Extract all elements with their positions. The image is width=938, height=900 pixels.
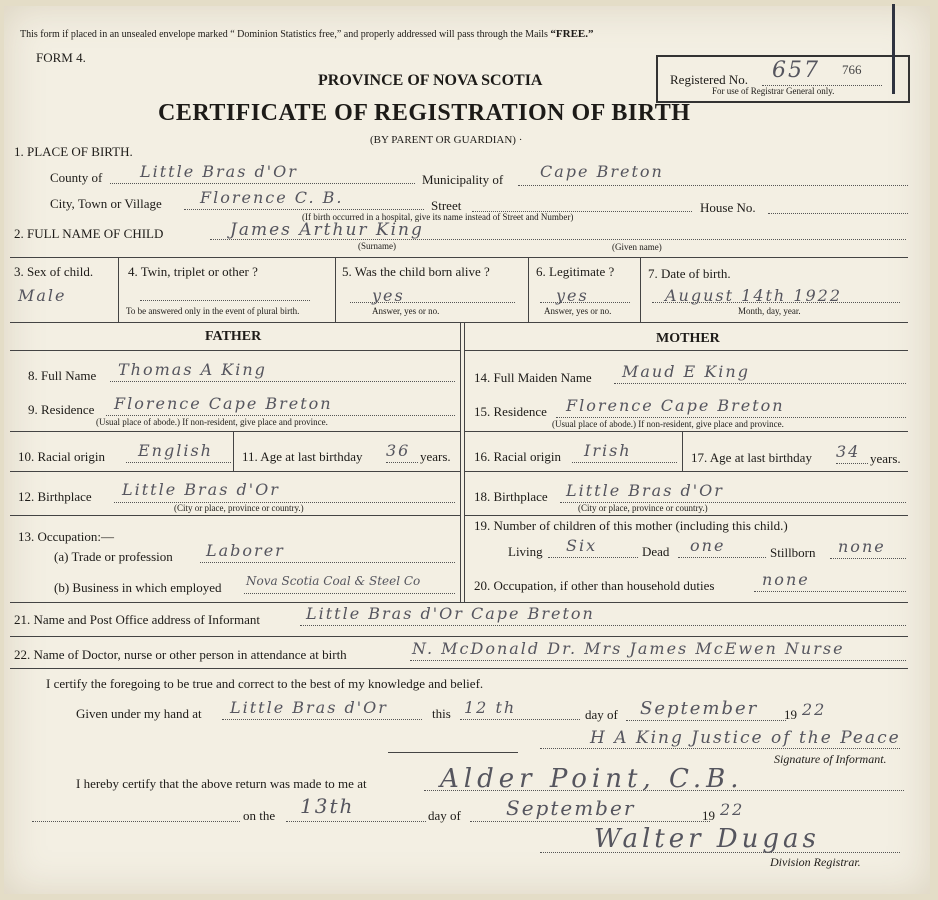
- seal-line: [388, 752, 518, 753]
- mother-age-label: 17. Age at last birthday: [691, 450, 812, 465]
- divider-3-4: [118, 257, 119, 322]
- father-birthplace-label: 12. Birthplace: [18, 489, 92, 504]
- mother-name-value: Maud E King: [622, 362, 750, 381]
- father-racial-value: English: [138, 441, 213, 460]
- mother-racial-value: Irish: [584, 441, 632, 460]
- mother-age-value: 34: [836, 442, 861, 461]
- given-label: Given under my hand at: [76, 706, 202, 721]
- father-racial-divider: [233, 431, 234, 471]
- municipality-line: [518, 185, 908, 186]
- father-years-label: years.: [420, 449, 451, 464]
- divider-4-5: [335, 257, 336, 322]
- house-number-line: [768, 213, 908, 214]
- mother-age-line: [836, 463, 868, 464]
- legitimate-label: 6. Legitimate ?: [536, 264, 615, 279]
- mother-birthplace-value: Little Bras d'Or: [566, 481, 724, 500]
- form-number: FORM 4.: [36, 50, 86, 65]
- registrar-place-value: Alder Point, C.B.: [440, 764, 744, 794]
- registered-stamp: 766: [842, 62, 862, 77]
- given-name-caption: (Given name): [612, 242, 662, 252]
- father-racial-label: 10. Racial origin: [18, 449, 106, 464]
- twin-line: [140, 300, 310, 301]
- mother-racial-line: [572, 462, 677, 463]
- informant-signature: H A King Justice of the Peace: [590, 728, 901, 748]
- on-the-label: on the: [243, 808, 276, 823]
- sex-value: Male: [18, 286, 67, 305]
- sex-label: 3. Sex of child.: [14, 264, 94, 279]
- mother-rule-2: [464, 471, 908, 472]
- date-of-birth-value: August 14th 1922: [665, 286, 843, 305]
- municipality-label: Municipality of: [422, 172, 504, 187]
- father-residence-note: (Usual place of abode.) If non-resident, give place and province.: [96, 417, 328, 427]
- mother-heading: MOTHER: [656, 331, 720, 346]
- mother-occupation-line: [754, 591, 906, 592]
- attendant-rule: [10, 668, 908, 669]
- hospital-note: (If birth occurred in a hospital, give its name instead of Street and Number): [302, 212, 574, 222]
- registrar-only-note: For use of Registrar General only.: [712, 86, 835, 96]
- dead-label: Dead: [642, 544, 670, 559]
- street-label: Street: [431, 198, 462, 213]
- mother-heading-rule: [464, 350, 908, 351]
- column-divider-a: [460, 322, 461, 602]
- columns-bottom-rule: [10, 602, 908, 603]
- occupation-label: 13. Occupation:—: [18, 529, 115, 544]
- registrar-day-value: 13th: [300, 794, 355, 818]
- certify-day-line: [460, 719, 580, 720]
- dead-line: [678, 557, 766, 558]
- registered-label: Registered No.: [670, 72, 748, 87]
- business-value: Nova Scotia Coal & Steel Co: [246, 574, 421, 588]
- certify-day-of-label: day of: [585, 707, 618, 722]
- informant-label: 21. Name and Post Office address of Informant: [14, 612, 260, 627]
- mother-years-label: years.: [870, 451, 901, 466]
- mail-notice: [20, 28, 594, 40]
- attendant-label: 22. Name of Doctor, nurse or other person in attendance at birth: [14, 647, 347, 662]
- row-bottom-rule: [10, 322, 908, 323]
- father-residence-label: 9. Residence: [28, 402, 95, 417]
- certify-month-value: September: [640, 698, 759, 719]
- column-divider-b: [464, 322, 465, 602]
- registrar-month-value: September: [506, 796, 636, 820]
- registered-value: 657: [772, 58, 820, 83]
- father-rule-3: [10, 515, 460, 516]
- born-alive-value: yes: [372, 286, 405, 305]
- mother-racial-label: 16. Racial origin: [474, 449, 562, 464]
- province-heading: PROVINCE OF NOVA SCOTIA: [318, 72, 543, 89]
- father-age-line: [386, 462, 418, 463]
- this-label: this: [432, 706, 451, 721]
- date-of-birth-note: Month, day, year.: [738, 306, 801, 316]
- dead-value: one: [690, 536, 726, 555]
- mother-racial-divider: [682, 431, 683, 471]
- trade-label: (a) Trade or profession: [54, 549, 173, 564]
- registrar-signature-line: [540, 852, 900, 853]
- surname-caption: (Surname): [358, 241, 396, 251]
- municipality-value: Cape Breton: [540, 162, 664, 181]
- father-rule-1: [10, 431, 460, 432]
- children-count-label: 19. Number of children of this mother (including this child.): [474, 518, 788, 533]
- divider-5-6: [528, 257, 529, 322]
- given-place-value: Little Bras d'Or: [230, 698, 388, 717]
- father-heading-rule: [10, 350, 460, 351]
- date-of-birth-label: 7. Date of birth.: [648, 266, 731, 281]
- mother-residence-value: Florence Cape Breton: [566, 396, 785, 415]
- certificate-subtitle: (BY PARENT OR GUARDIAN) ·: [370, 134, 523, 146]
- certificate-title: CERTIFICATE OF REGISTRATION OF BIRTH: [158, 100, 691, 126]
- informant-signature-caption: Signature of Informant.: [774, 752, 887, 766]
- registrar-day-line: [286, 821, 426, 822]
- legitimate-note: Answer, yes or no.: [544, 306, 612, 316]
- born-alive-note: Answer, yes or no.: [372, 306, 440, 316]
- father-age-value: 36: [386, 441, 411, 460]
- father-residence-value: Florence Cape Breton: [114, 394, 333, 413]
- mother-rule-1: [464, 431, 908, 432]
- stillborn-line: [830, 558, 906, 559]
- row-top-rule: [10, 257, 908, 258]
- father-age-label: 11. Age at last birthday: [242, 449, 363, 464]
- father-rule-2: [10, 471, 460, 472]
- informant-signature-line: [540, 748, 900, 749]
- business-line: [244, 593, 455, 594]
- mother-rule-3: [464, 515, 908, 516]
- divider-6-7: [640, 257, 641, 322]
- born-alive-label: 5. Was the child born alive ?: [342, 264, 490, 279]
- city-label: City, Town or Village: [50, 196, 162, 211]
- informant-line: [300, 625, 906, 626]
- certify-month-line: [626, 720, 786, 721]
- city-line: [184, 209, 424, 210]
- trade-value: Laborer: [206, 541, 285, 560]
- father-racial-line: [126, 462, 231, 463]
- business-label: (b) Business in which employed: [54, 580, 222, 595]
- place-heading: 1. PLACE OF BIRTH.: [14, 144, 133, 159]
- mail-notice-free: “FREE.”: [550, 28, 594, 40]
- trade-line: [200, 562, 455, 563]
- county-value: Little Bras d'Or: [140, 162, 298, 181]
- father-name-value: Thomas A King: [118, 360, 267, 379]
- twin-note: To be answered only in the event of plural birth.: [126, 306, 300, 316]
- registrar-year-prefix: 19: [702, 808, 715, 823]
- mother-occupation-value: none: [762, 570, 810, 589]
- county-label: County of: [50, 170, 103, 185]
- informant-rule: [10, 636, 908, 637]
- house-number-label: House No.: [700, 200, 756, 215]
- given-place-line: [222, 719, 422, 720]
- stillborn-label: Stillborn: [770, 545, 816, 560]
- mother-name-line: [614, 383, 906, 384]
- mail-notice-text: This form if placed in an unsealed envelope marked “ Dominion Statistics free,” and properly addressed will pass through the Mails: [20, 29, 548, 40]
- child-name-label: 2. FULL NAME OF CHILD: [14, 226, 164, 241]
- attendant-line: [410, 660, 906, 661]
- stillborn-value: none: [838, 537, 886, 556]
- mother-occupation-label: 20. Occupation, if other than household duties: [474, 578, 715, 593]
- mother-residence-line: [556, 417, 906, 418]
- informant-value: Little Bras d'Or Cape Breton: [306, 604, 595, 623]
- mother-name-label: 14. Full Maiden Name: [474, 370, 592, 385]
- mother-residence-label: 15. Residence: [474, 404, 547, 419]
- mother-residence-note: (Usual place of abode.) If non-resident, give place and province.: [552, 419, 784, 429]
- ink-mark: [892, 4, 895, 94]
- attendant-value: N. McDonald Dr. Mrs James McEwen Nurse: [412, 639, 845, 658]
- registrar-day-of-label: day of: [428, 808, 461, 823]
- mother-birthplace-label: 18. Birthplace: [474, 489, 548, 504]
- child-name-value: James Arthur King: [230, 220, 424, 240]
- father-birthplace-note: (City or place, province or country.): [174, 503, 304, 513]
- father-residence-line: [106, 415, 455, 416]
- county-line: [110, 183, 415, 184]
- certify-year-value: 22: [802, 700, 827, 719]
- twin-label: 4. Twin, triplet or other ?: [128, 264, 258, 279]
- father-heading: FATHER: [205, 329, 262, 344]
- registrar-month-line: [470, 821, 710, 822]
- registrar-blank-line: [32, 821, 240, 822]
- legitimate-value: yes: [556, 286, 589, 305]
- mother-birthplace-note: (City or place, province or country.): [578, 503, 708, 513]
- registrar-year-value: 22: [720, 800, 745, 819]
- living-line: [548, 557, 638, 558]
- father-birthplace-value: Little Bras d'Or: [122, 480, 280, 499]
- registrar-statement: I hereby certify that the above return was made to me at: [76, 776, 367, 791]
- certify-day-value: 12 th: [464, 698, 517, 717]
- registrar-signature: Walter Dugas: [594, 824, 820, 854]
- father-name-label: 8. Full Name: [28, 368, 97, 383]
- registrar-signature-caption: Division Registrar.: [770, 855, 861, 869]
- certify-year-prefix: 19: [784, 707, 797, 722]
- city-value: Florence C. B.: [200, 188, 344, 207]
- living-label: Living: [508, 544, 543, 559]
- father-name-line: [110, 381, 455, 382]
- certify-statement: I certify the foregoing to be true and correct to the best of my knowledge and belief.: [46, 676, 484, 691]
- living-value: Six: [566, 536, 598, 555]
